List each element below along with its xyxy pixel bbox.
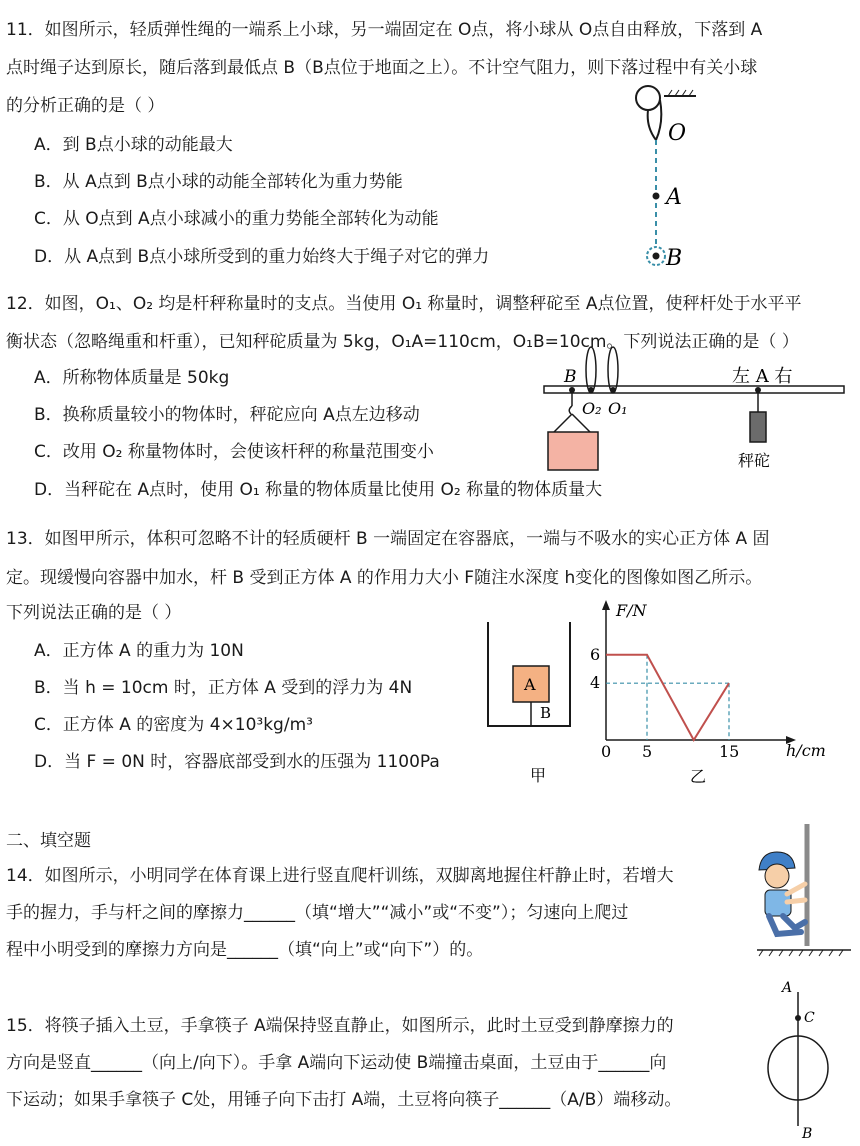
q14-line2: 手的握力，手与杆之间的摩擦力______（填“增大”“减小”或“不变”）；匀速向上爬过 [6, 903, 629, 923]
q15-label-a: A [782, 980, 793, 996]
q13-cube-label: A [524, 675, 536, 694]
q15-line2: 方向是竖直______（向上/向下）。手拿 A端向下运动使 B端撞击桌面，土豆由于______向 [6, 1053, 667, 1073]
q12-option-c: C．改用 O₂ 称量物体时，会使该杆秤的称量范围变小 [34, 442, 434, 462]
q13-caption-yi: 乙 [690, 767, 707, 786]
q13-option-c: C．正方体 A 的密度为 4×10³kg/m³ [34, 715, 313, 735]
q15-potato-figure [762, 978, 842, 1142]
q13-line1: 13．如图甲所示，体积可忽略不计的轻质硬杆 B 一端固定在容器底，一端与不吸水的实心正方体 A 固 [6, 529, 770, 549]
y-axis-label: F/N [616, 601, 647, 620]
q12-label-weight: 秤砣 [738, 451, 771, 470]
q11-label-b: B [666, 246, 683, 271]
q12-label-left-a-right: 左 A 右 [732, 366, 793, 387]
q11-option-a: A．到 B点小球的动能最大 [34, 135, 233, 155]
q11-label-o: O [668, 121, 687, 146]
q12-steelyard-figure [540, 340, 850, 475]
q12-line1: 12．如图，O₁、O₂ 均是杆秤称量时的支点。当使用 O₁ 称量时，调整秤砣至 A点位置，使秤杆处于水平平 [6, 294, 802, 314]
q15-line3: 下运动；如果手拿筷子 C处，用锤子向下击打 A端，土豆将向筷子______（A/B）端移动。 [6, 1090, 682, 1110]
q11-option-c: C．从 O点到 A点小球减小的重力势能全部转化为动能 [34, 209, 439, 229]
y-tick-6: 6 [590, 644, 601, 664]
q13-option-b: B．当 h = 10cm 时，正方体 A 受到的浮力为 4N [34, 678, 413, 698]
q11-option-b: B．从 A点到 B点小球的动能全部转化为重力势能 [34, 172, 403, 192]
q13-rod-label: B [540, 704, 552, 722]
q14-line3: 程中小明受到的摩擦力方向是______（填“向上”或“向下”）的。 [6, 940, 484, 960]
x-tick-5: 5 [642, 742, 653, 761]
q11-line1: 11．如图所示，轻质弹性绳的一端系上小球，另一端固定在 O点，将小球从 O点自由释放，下落到 A [6, 20, 763, 40]
q13-line2: 定。现缓慢向容器中加水，杆 B 受到正方体 A 的作用力大小 F随注水深度 h变化的图像如图乙所示。 [6, 568, 763, 588]
x-axis-label: h/cm [786, 741, 826, 760]
q12-label-o2: O₂ [582, 399, 602, 418]
q13-container-figure [480, 618, 590, 788]
q12-label-o1: O₁ [608, 399, 628, 418]
x-tick-15: 15 [719, 742, 740, 761]
y-tick-4: 4 [590, 673, 601, 693]
q13-line3: 下列说法正确的是（ ） [6, 603, 182, 623]
q11-figure [620, 82, 720, 272]
q12-option-b: B．换称质量较小的物体时，秤砣应向 A点左边移动 [34, 405, 420, 425]
q14-pole-climber-figure [755, 822, 855, 962]
q15-label-b: B [802, 1126, 813, 1142]
q11-option-d: D．从 A点到 B点小球所受到的重力始终大于绳子对它的弹力 [34, 247, 490, 267]
q13-option-a: A．正方体 A 的重力为 10N [34, 641, 244, 661]
q13-force-graph [590, 600, 830, 790]
q14-line1: 14．如图所示，小明同学在体育课上进行竖直爬杆训练，双脚离地握住杆静止时，若增大 [6, 866, 674, 886]
q12-option-a: A．所称物体质量是 50kg [34, 368, 230, 388]
q11-line3: 的分析正确的是（ ） [6, 96, 165, 116]
series-line [606, 655, 729, 740]
q13-caption-jia: 甲 [530, 766, 547, 785]
q12-label-b: B [564, 367, 577, 387]
q15-line1: 15．将筷子插入土豆，手拿筷子 A端保持竖直静止，如图所示，此时土豆受到静摩擦力的 [6, 1016, 674, 1036]
q15-label-c: C [804, 1010, 815, 1026]
q12-line2: 衡状态（忽略绳重和杆重），已知秤砣质量为 5kg，O₁A=110cm，O₁B=10cm。下列说法正确的是（ ） [6, 332, 799, 352]
q12-option-d: D．当秤砣在 A点时，使用 O₁ 称量的物体质量比使用 O₂ 称量的物体质量大 [34, 480, 603, 500]
q11-line2: 点时绳子达到原长，随后落到最低点 B（B点位于地面之上）。不计空气阻力，则下落过程中有关小球 [6, 58, 758, 78]
x-tick-0: 0 [601, 742, 612, 761]
q11-label-a: A [666, 185, 682, 210]
section-title: 二、填空题 [6, 831, 91, 851]
q13-option-d: D．当 F = 0N 时，容器底部受到水的压强为 1100Pa [34, 752, 440, 772]
